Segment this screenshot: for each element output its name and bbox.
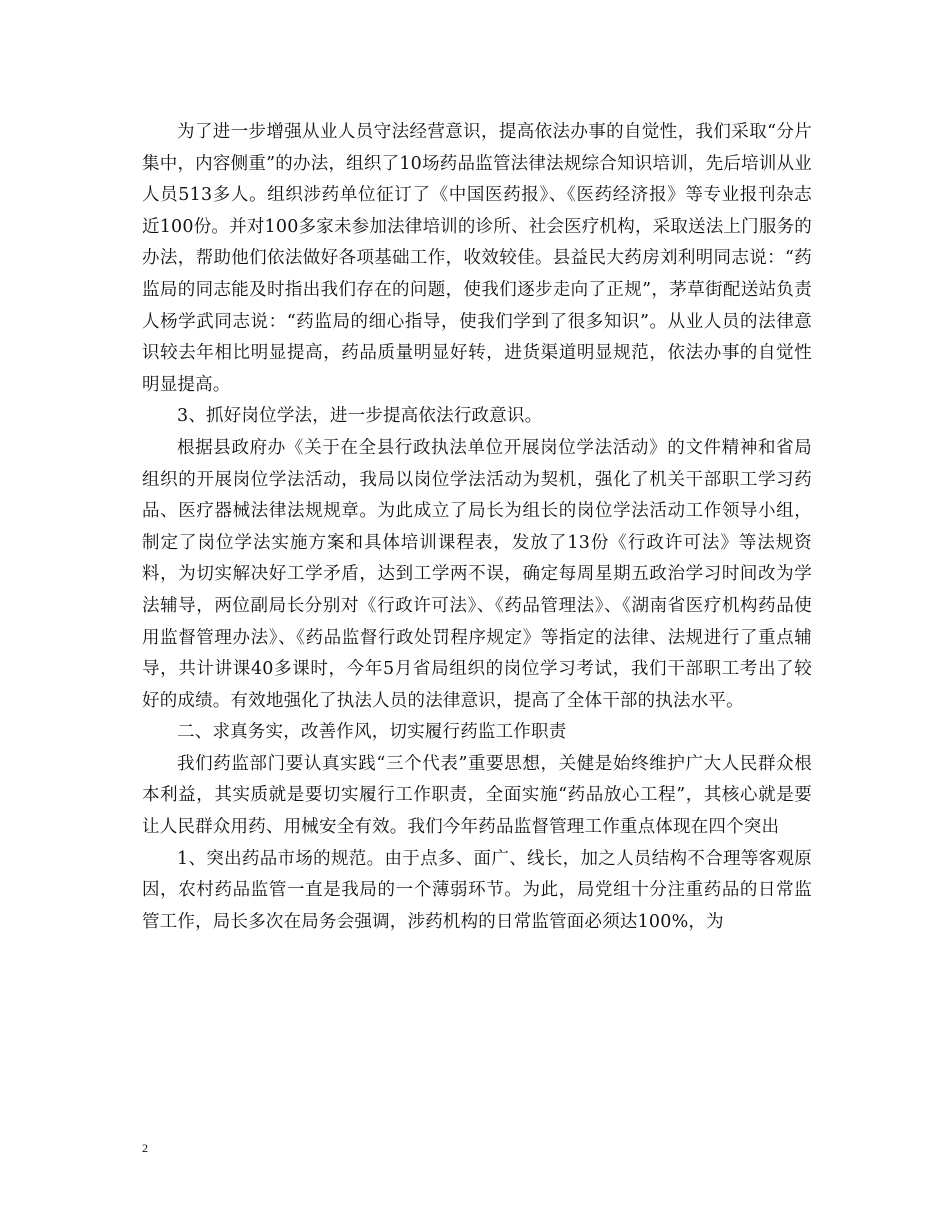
paragraph-heading-2: 二、求真务实，改善作风，切实履行药监工作职责 <box>177 722 567 743</box>
paragraph-heading-3: 3、抓好岗位学法，进一步提高依法行政意识。 <box>177 406 543 427</box>
paragraph-training: 为了进一步增强从业人员守法经营意识，提高依法办事的自觉性，我们采取“分片集中，内容侧重”的办法，组织了10场药品监管法律法规综合知识培训，先后培训从业人员513多人。组织涉药单位征订了《中国医药报》、《医药经济报》等专业报刊杂志近100份。并对100多家未参加法律培训的诊所、社会医疗机构，采取送法上门服务的办法，帮助他们依法做好各项基础工作，收效较佳。县益民大药房刘利明同志说：“药监局的同志能及时指出我们存在的问题，使我们逐步走向了正规”，茅草街配送站负责人杨学武同志说：“药监局的细心指导，使我们学到了很多知识”。从业人员的法律意识较去年相比明显提高，药品质量明显好转，进货渠道明显规范，依法办事的自觉性明显提高。 <box>142 122 812 395</box>
page-number: 2 <box>142 1141 148 1155</box>
paragraph-three-represents: 我们药监部门要认真实践“三个代表”重要思想，关健是始终维护广大人民群众根本利益，其实质就是要切实履行工作职责，全面实施“药品放心工程”，其核心就是要让人民群众用药、用械安全有效。我们今年药品监督管理工作重点体现在四个突出 <box>142 753 812 838</box>
document-body <box>142 117 812 938</box>
paragraph-market-regulation: 1、突出药品市场的规范。由于点多、面广、线长，加之人员结构不合理等客观原因，农村药品监管一直是我局的一个薄弱环节。为此，局党组十分注重药品的日常监管工作，局长多次在局务会强调，涉药机构的日常监管面必须达100%，为 <box>142 848 812 932</box>
paragraph-post-study: 根据县政府办《关于在全县行政执法单位开展岗位学法活动》的文件精神和省局组织的开展岗位学法活动，我局以岗位学法活动为契机，强化了机关干部职工学习药品、医疗器械法律法规规章。为此成立了局长为组长的岗位学法活动工作领导小组，制定了岗位学法实施方案和具体培训课程表，发放了13份《行政许可法》等法规资料，为切实解决好工学矛盾，达到工学两不误，确定每周星期五政治学习时间改为学法辅导，两位副局长分别对《行政许可法》、《药品管理法》、《湖南省医疗机构药品使用监督管理办法》、《药品监督行政处罚程序规定》等指定的法律、法规进行了重点辅导，共计讲课40多课时，今年5月省局组织的岗位学习考试，我们干部职工考出了较好的成绩。有效地强化了执法人员的法律意识，提高了全体干部的执法水平。 <box>142 437 812 711</box>
